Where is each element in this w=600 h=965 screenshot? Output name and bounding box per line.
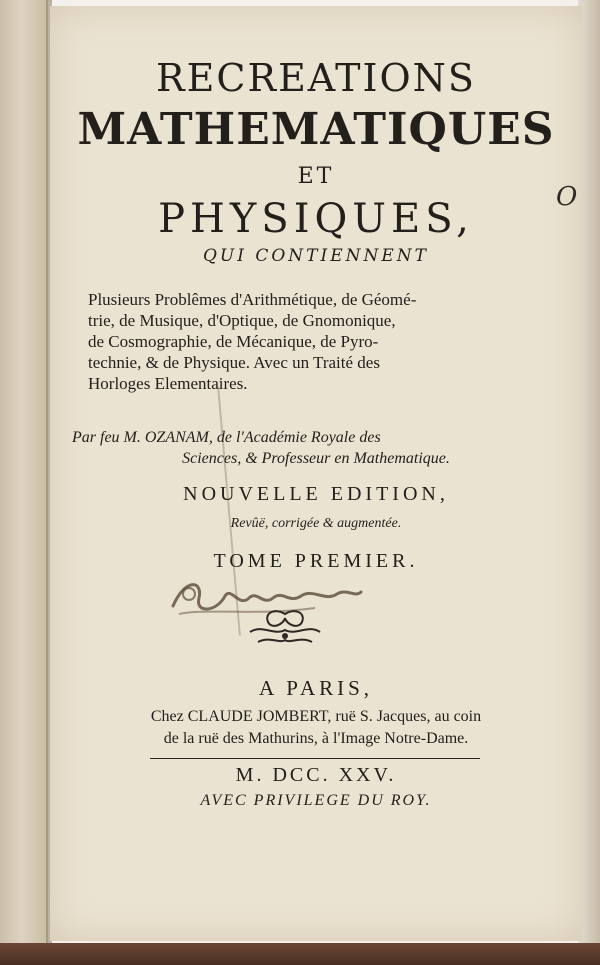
description-line: technie, & de Physique. Avec un Traité des bbox=[88, 353, 380, 372]
description-line: Plusieurs Problêmes d'Arithmétique, de Géomé- bbox=[88, 290, 417, 309]
author-statement bbox=[72, 427, 560, 469]
title-page bbox=[50, 6, 582, 941]
author-line: Sciences, & Professeur en Mathematique. bbox=[182, 450, 450, 467]
imprint-city: A PARIS, bbox=[258, 676, 374, 700]
description-line: Horloges Elementaires. bbox=[88, 374, 248, 393]
author-line: Par feu M. OZANAM, de l'Académie Royale des bbox=[72, 429, 381, 446]
description-paragraph bbox=[88, 289, 548, 394]
title-line-1: RECREATIONS bbox=[156, 56, 476, 100]
imprint-publisher: Chez CLAUDE JOMBERT, ruë S. Jacques, au coin bbox=[150, 708, 482, 725]
edition-line: NOUVELLE EDITION, bbox=[183, 483, 449, 505]
title-line-2: MATHEMATIQUES bbox=[77, 104, 555, 155]
title-line-4: PHYSIQUES, bbox=[158, 196, 474, 242]
publication-date: M. DCC. XXV. bbox=[235, 764, 397, 786]
privilege-line: AVEC PRIVILEGE DU ROY. bbox=[200, 792, 432, 809]
revision-line: Revûë, corrigée & augmentée. bbox=[230, 516, 402, 531]
leather-cover-edge bbox=[0, 943, 600, 965]
title-line-3: ET bbox=[297, 164, 335, 189]
description-line: de Cosmographie, de Mécanique, de Pyro- bbox=[88, 332, 379, 351]
imprint-rule bbox=[150, 758, 480, 759]
printer-ornament bbox=[240, 606, 330, 648]
contain-line: QUI CONTIENNENT bbox=[202, 246, 430, 266]
description-line: trie, de Musique, d'Optique, de Gnomonique, bbox=[88, 311, 396, 330]
margin-annotation: O bbox=[556, 182, 578, 212]
volume-line: TOME PREMIER. bbox=[213, 550, 419, 572]
book-binding bbox=[0, 0, 48, 965]
imprint-address: de la ruë des Mathurins, à l'Image Notre-Dame. bbox=[163, 730, 469, 747]
